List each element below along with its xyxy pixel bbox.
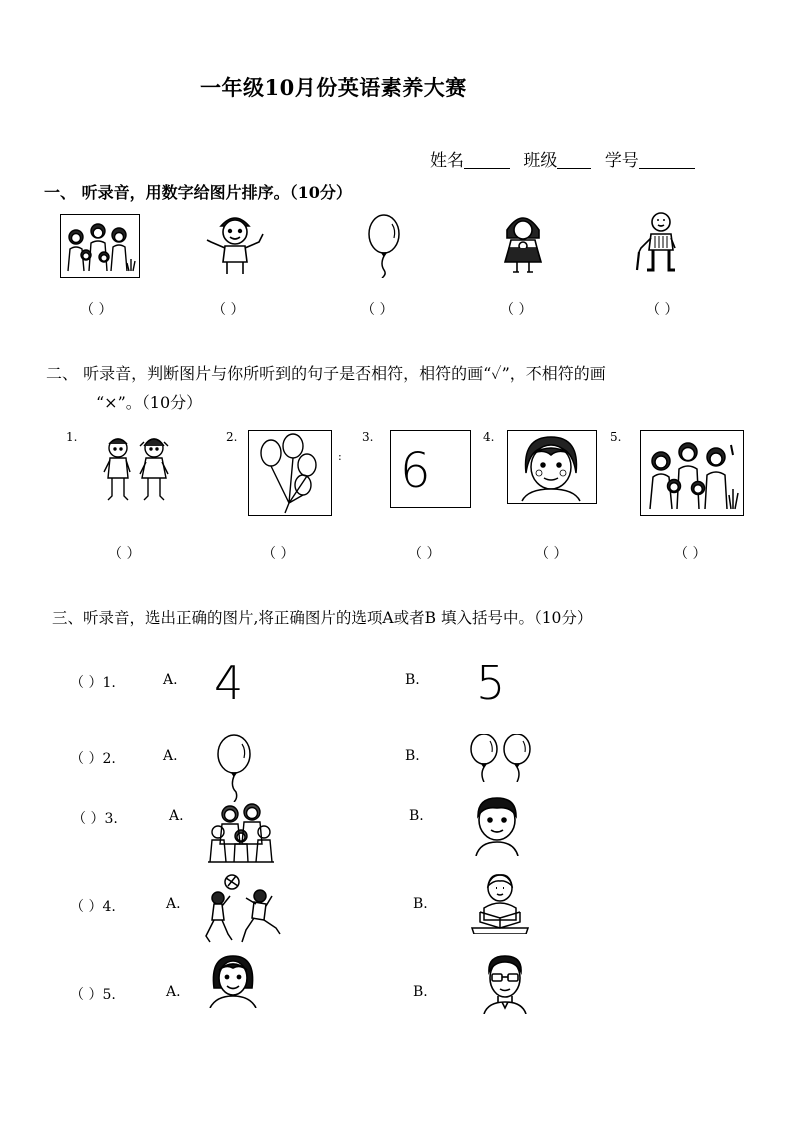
option-a-label: A. bbox=[169, 808, 184, 824]
answer-paren[interactable]: （ ） bbox=[80, 302, 113, 318]
question-label[interactable]: （ ）5. bbox=[70, 987, 116, 1003]
option-a-label: A. bbox=[163, 748, 178, 764]
boy-face-icon[interactable] bbox=[468, 796, 526, 856]
answer-paren[interactable]: （ ） bbox=[262, 546, 295, 562]
option-a-label: A. bbox=[163, 672, 178, 688]
woman-face-icon[interactable] bbox=[206, 952, 260, 1008]
answer-paren[interactable]: （ ） bbox=[674, 546, 707, 562]
option-b-label: B. bbox=[409, 808, 424, 824]
grandma-portrait-icon bbox=[507, 430, 597, 504]
number-five[interactable]: 5 bbox=[476, 656, 506, 710]
family-photo-icon bbox=[60, 214, 140, 278]
class-label: 班级 bbox=[523, 151, 558, 171]
student-info bbox=[430, 146, 703, 171]
option-b-label: B. bbox=[405, 672, 420, 688]
answer-paren[interactable]: （ ） bbox=[646, 302, 679, 318]
answer-paren[interactable]: （ ） bbox=[535, 546, 568, 562]
kids-playing-ball-icon[interactable] bbox=[202, 872, 282, 946]
section2-heading-line1: 二、 听录音，判断图片与你所听到的句子是否相符，相符的画“✓”，不相符的画 bbox=[46, 364, 606, 383]
answer-paren[interactable]: （ ） bbox=[500, 302, 533, 318]
boy-and-girl-icon bbox=[100, 432, 174, 506]
number-six-card bbox=[390, 430, 471, 508]
balloon-icon bbox=[364, 212, 404, 278]
answer-paren[interactable]: （ ） bbox=[108, 546, 141, 562]
name-blank[interactable] bbox=[464, 150, 510, 169]
man-with-glasses-icon[interactable] bbox=[478, 952, 532, 1014]
option-b-label: B. bbox=[405, 748, 420, 764]
two-balloons-icon[interactable] bbox=[468, 734, 534, 782]
item-number: 1. bbox=[66, 430, 78, 444]
class-blank[interactable] bbox=[557, 150, 591, 169]
item-number: 2. bbox=[226, 430, 238, 444]
section2-heading-line2: “×”。（10分） bbox=[96, 393, 203, 412]
girl-icon bbox=[497, 212, 549, 274]
question-label[interactable]: （ ）2. bbox=[70, 751, 116, 767]
answer-paren[interactable]: （ ） bbox=[212, 302, 245, 318]
number-label: 学号 bbox=[604, 151, 639, 171]
family-photo-icon bbox=[640, 430, 744, 516]
page-title: 一年级10月份英语素养大赛 bbox=[200, 75, 467, 100]
item-number: 4. bbox=[483, 430, 495, 444]
option-b-label: B. bbox=[413, 896, 428, 912]
family-group-icon[interactable] bbox=[208, 800, 274, 864]
option-b-label: B. bbox=[413, 984, 428, 1000]
item-number: 5. bbox=[610, 430, 622, 444]
grandpa-with-cane-icon bbox=[631, 210, 689, 272]
question-label[interactable]: （ ）1. bbox=[70, 675, 116, 691]
item-number: 3. bbox=[362, 430, 374, 444]
number-blank[interactable] bbox=[639, 150, 695, 169]
answer-paren[interactable]: （ ） bbox=[361, 302, 394, 318]
answer-paren[interactable]: （ ） bbox=[408, 546, 441, 562]
option-a-label: A. bbox=[166, 984, 181, 1000]
name-label: 姓名 bbox=[430, 151, 464, 171]
question-label[interactable]: （ ）4. bbox=[70, 899, 116, 915]
one-balloon-icon[interactable] bbox=[214, 734, 254, 802]
section1-heading: 一、 听录音，用数字给图片排序。（10分） bbox=[44, 183, 352, 202]
option-a-label: A. bbox=[166, 896, 181, 912]
section3-heading: 三、听录音，选出正确的图片,将正确图片的选项A或者B 填入括号中。（10分） bbox=[52, 609, 593, 627]
number-four[interactable]: 4 bbox=[214, 656, 244, 710]
stray-mark: : bbox=[338, 450, 342, 463]
number-six: 6 bbox=[400, 443, 431, 499]
boy-reading-icon[interactable] bbox=[470, 872, 530, 934]
boy-waving-icon bbox=[203, 212, 271, 276]
question-label[interactable]: （ ）3. bbox=[72, 811, 118, 827]
balloons-icon bbox=[248, 430, 332, 516]
